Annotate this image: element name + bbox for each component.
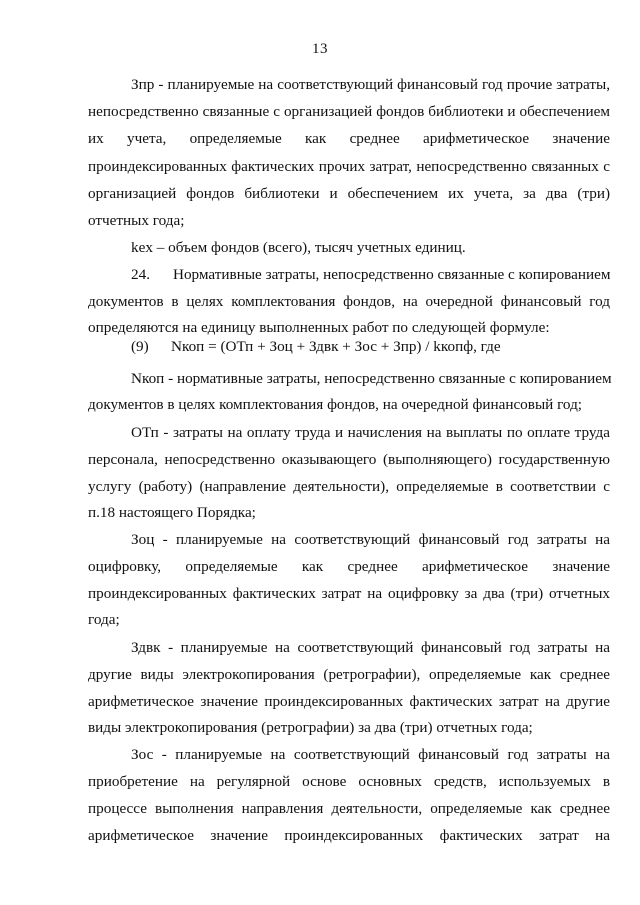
text-line: отчетных года; — [88, 212, 185, 229]
text-line: другие виды электрокопирования (ретрографии), определяемые как среднее — [88, 666, 610, 683]
text-line: их учета, определяемые как среднее арифметическое значение — [88, 130, 610, 147]
formula-number: (9) — [131, 338, 149, 355]
text-line: процессе выполнения направления деятельности, определяемые как среднее — [88, 800, 610, 817]
paragraph-number: 24. — [131, 266, 150, 283]
text-line: определяются на единицу выполненных работ по следующей формуле: — [88, 319, 550, 336]
text-line: п.18 настоящего Порядка; — [88, 504, 256, 521]
text-line: документов в целях комплектования фондов, на очередной финансовый год — [88, 293, 610, 310]
text-line: документов в целях комплектования фондов, на очередной финансовый год; — [88, 396, 583, 413]
text-line: года; — [88, 611, 120, 628]
text-line: Зос - планируемые на соответствующий финансовый год затраты на — [131, 746, 610, 763]
text-line: услугу (работу) (направление деятельности), определяемые в соответствии с — [88, 478, 610, 495]
text-line: непосредственно связанные с организацией фондов библиотеки и обеспечением — [88, 103, 610, 120]
text-line: Nкоп - нормативные затраты, непосредственно связанные с копированием — [131, 370, 612, 387]
text-line: проиндексированных фактических затрат на оцифровку за два (три) отчетных — [88, 585, 610, 602]
text-line: проиндексированных фактических прочих затрат, непосредственно связанных с — [88, 158, 610, 175]
text-line: Зоц - планируемые на соответствующий финансовый год затраты на — [131, 531, 610, 548]
text-line: Здвк - планируемые на соответствующий финансовый год затраты на — [131, 639, 610, 656]
text-line: оцифровку, определяемые как среднее арифметическое значение — [88, 558, 610, 575]
page-number: 13 — [312, 41, 328, 57]
text-line: виды электрокопирования (ретрографии) за два (три) отчетных года; — [88, 719, 533, 736]
text-line: персонала, непосредственно оказывающего (выполняющего) государственную — [88, 451, 610, 468]
paragraph-24-first-line — [131, 265, 610, 285]
formula-9 — [131, 337, 501, 357]
text-line: kex – объем фондов (всего), тысяч учетных единиц. — [131, 239, 466, 256]
text-line: арифметическое значение проиндексированных фактических затрат на — [88, 827, 610, 844]
text-line: Зпр - планируемые на соответствующий финансовый год прочие затраты, — [131, 76, 610, 93]
text-line: организацией фондов библиотеки и обеспечением их учета, за два (три) — [88, 185, 610, 202]
formula-text: Nкоп = (ОТп + Зоц + Здвк + Зос + Зпр) / kкопф, где — [171, 338, 501, 355]
text-line: приобретение на регулярной основе основных средств, используемых в — [88, 773, 610, 790]
text-line: Нормативные затраты, непосредственно связанные с копированием — [173, 266, 611, 283]
text-line: ОТп - затраты на оплату труда и начисления на выплаты по оплате труда — [131, 424, 610, 441]
text-line: арифметическое значение проиндексированных фактических затрат на другие — [88, 693, 610, 710]
